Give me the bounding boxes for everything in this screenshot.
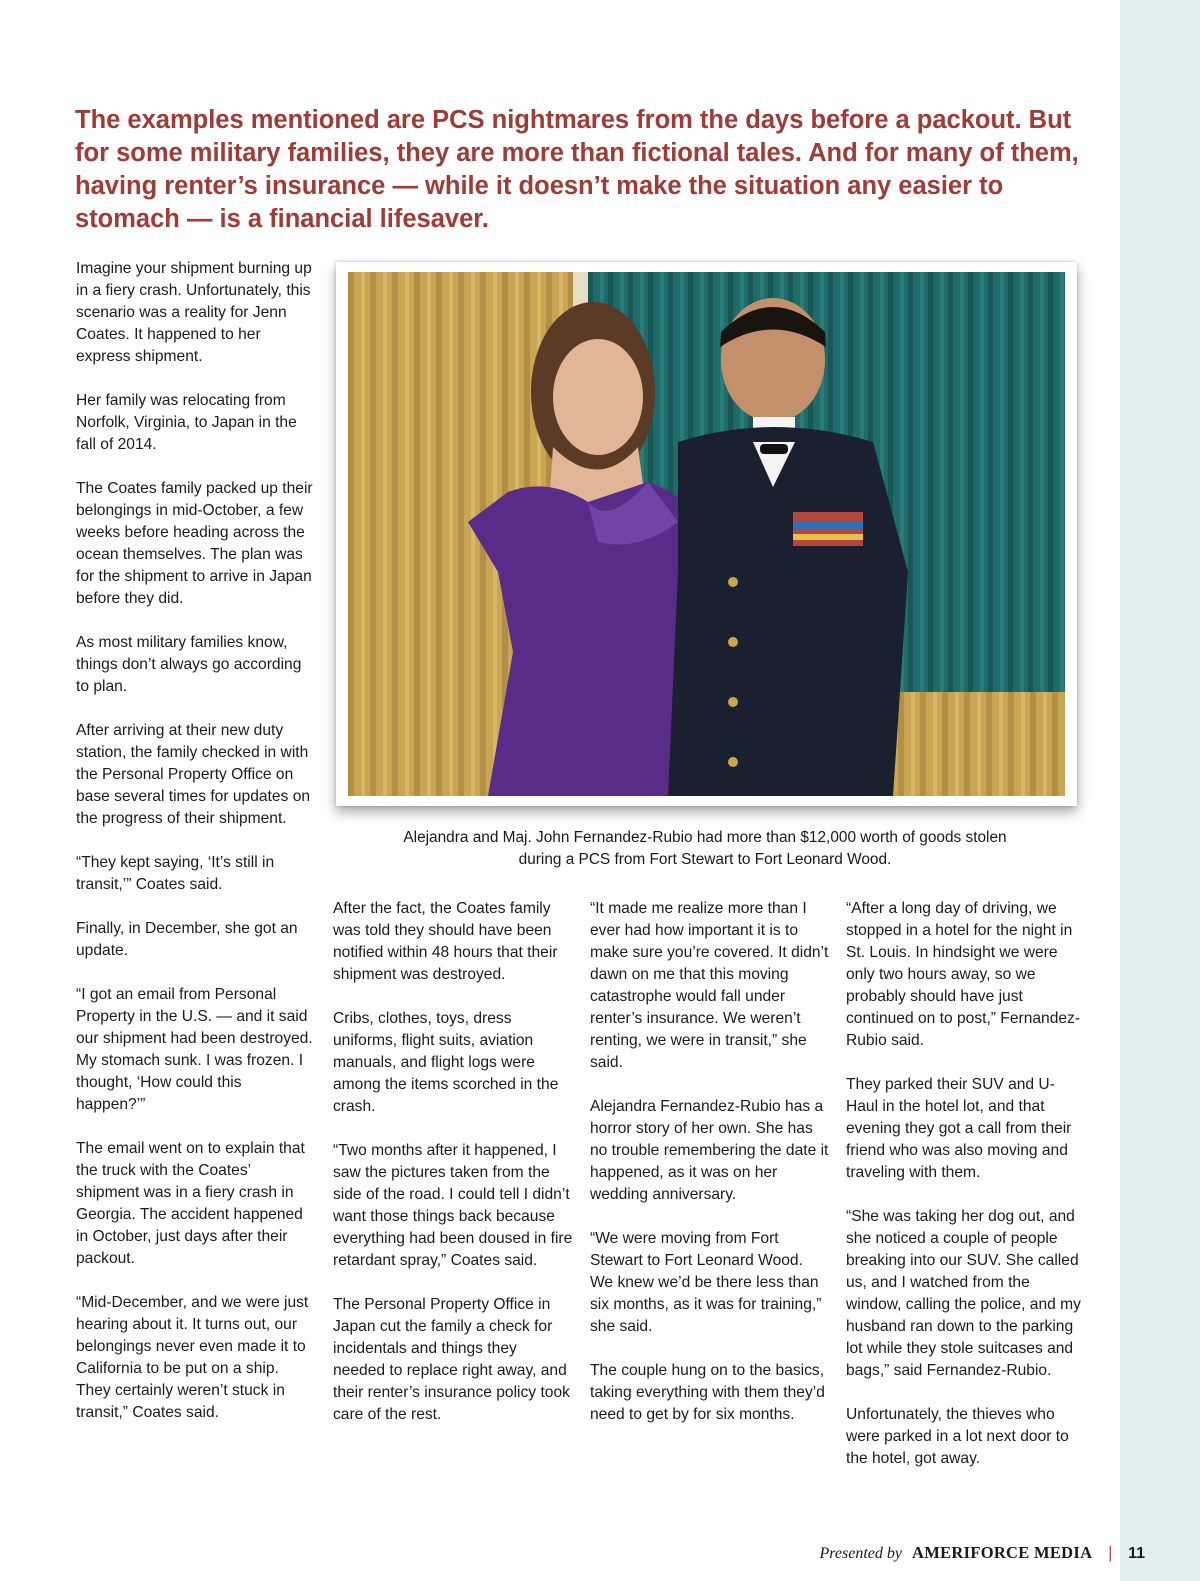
- paragraph: After the fact, the Coates family was told they should have been notified within 48 hours that their shipment was destroyed.: [333, 900, 558, 983]
- paragraph: The email went on to explain that the truck with the Coates’ shipment was in a fiery crash in Georgia. The accident happened in October, just days after their packout.: [76, 1140, 305, 1267]
- paragraph: After arriving at their new duty station, the family checked in with the Personal Property Office on base several times for updates on the progress of their shipment.: [76, 722, 311, 827]
- paragraph: “It made me realize more than I ever had how important it is to make sure you’re covered. It didn’t dawn on me that this moving catastrophe would fall under renter’s insurance. We weren’t renting, we were in transit,” she said.: [590, 900, 829, 1071]
- paragraph: “After a long day of driving, we stopped in a hotel for the night in St. Louis. In hindsight we were only two hours away, so we probably should have just continued on to post,” Fernandez-Rubio said.: [846, 900, 1081, 1049]
- paragraph: “She was taking her dog out, and she noticed a couple of people breaking into our SUV. She called us, and I watched from the window, calling the police, and my husband ran down to the parking lot while they stole suitcases and bags,” said Fernandez-Rubio.: [846, 1208, 1081, 1379]
- side-band: [1120, 0, 1200, 1581]
- paragraph: “Two months after it happened, I saw the pictures taken from the side of the road. I could tell I didn’t want those things back because everything had been doused in fire retardant spray,” Coates said.: [333, 1142, 573, 1269]
- paragraph: “I got an email from Personal Property in the U.S. — and it said our shipment had been destroyed. My stomach sunk. I was frozen. I thought, ‘How could this happen?’”: [76, 986, 313, 1113]
- article-column-1: [76, 258, 314, 1446]
- paragraph: Imagine your shipment burning up in a fiery crash. Unfortunately, this scenario was a reality for Jenn Coates. It happened to her express shipment.: [76, 260, 312, 365]
- publisher-brand: AMERIFORCE MEDIA: [911, 1543, 1093, 1562]
- pull-quote: The examples mentioned are PCS nightmares from the days before a packout. But for some military families, they are more than fictional tales. And for many of them, having renter’s insurance — while it doesn’t make the situation any easier to stomach — is a financial lifesaver.: [75, 106, 1079, 233]
- paragraph: Her family was relocating from Norfolk, Virginia, to Japan in the fall of 2014.: [76, 392, 297, 453]
- page-number: 11: [1128, 1545, 1145, 1562]
- couple-photo: [348, 272, 1065, 796]
- article-column-2: [333, 898, 573, 1448]
- paragraph: As most military families know, things don’t always go according to plan.: [76, 634, 302, 695]
- paragraph: The Personal Property Office in Japan cut the family a check for incidentals and things they needed to replace right away, and their renter’s insurance policy took care of the rest.: [333, 1296, 570, 1423]
- paragraph: They parked their SUV and U-Haul in the hotel lot, and that evening they got a call from their friend who was also moving and traveling with them.: [846, 1076, 1072, 1181]
- paragraph: Alejandra Fernandez-Rubio has a horror story of her own. She has no trouble remembering the date it happened, as it was on her wedding anniversary.: [590, 1098, 829, 1203]
- article-column-3: [590, 898, 830, 1448]
- photo-frame: [336, 262, 1077, 806]
- paragraph: The couple hung on to the basics, taking everything with them they’d need to get by for six months.: [590, 1362, 825, 1423]
- article-column-4: [846, 898, 1086, 1492]
- paragraph: The Coates family packed up their belongings in mid-October, a few weeks before heading across the ocean themselves. The plan was for the shipment to arrive in Japan before they did.: [76, 480, 313, 607]
- paragraph: Finally, in December, she got an update.: [76, 920, 298, 959]
- presented-by-label: Presented by: [819, 1545, 902, 1562]
- footer-divider: |: [1108, 1543, 1113, 1562]
- paragraph: “They kept saying, ‘It’s still in transit,’” Coates said.: [76, 854, 275, 893]
- page-footer: [820, 1543, 1146, 1563]
- paragraph: Cribs, clothes, toys, dress uniforms, flight suits, aviation manuals, and flight logs were among the items scorched in the crash.: [333, 1010, 559, 1115]
- photo-caption: Alejandra and Maj. John Fernandez-Rubio had more than $12,000 worth of goods stolen during a PCS from Fort Stewart to Fort Leonard Wood.: [403, 829, 1007, 868]
- paragraph: “We were moving from Fort Stewart to Fort Leonard Wood. We knew we’d be there less than six months, as it was for training,” she said.: [590, 1230, 822, 1335]
- paragraph: “Mid-December, and we were just hearing about it. It turns out, our belongings never even made it to California to be put on a ship. They certainly weren’t stuck in transit,” Coates said.: [76, 1294, 309, 1421]
- paragraph: Unfortunately, the thieves who were parked in a lot next door to the hotel, got away.: [846, 1406, 1069, 1467]
